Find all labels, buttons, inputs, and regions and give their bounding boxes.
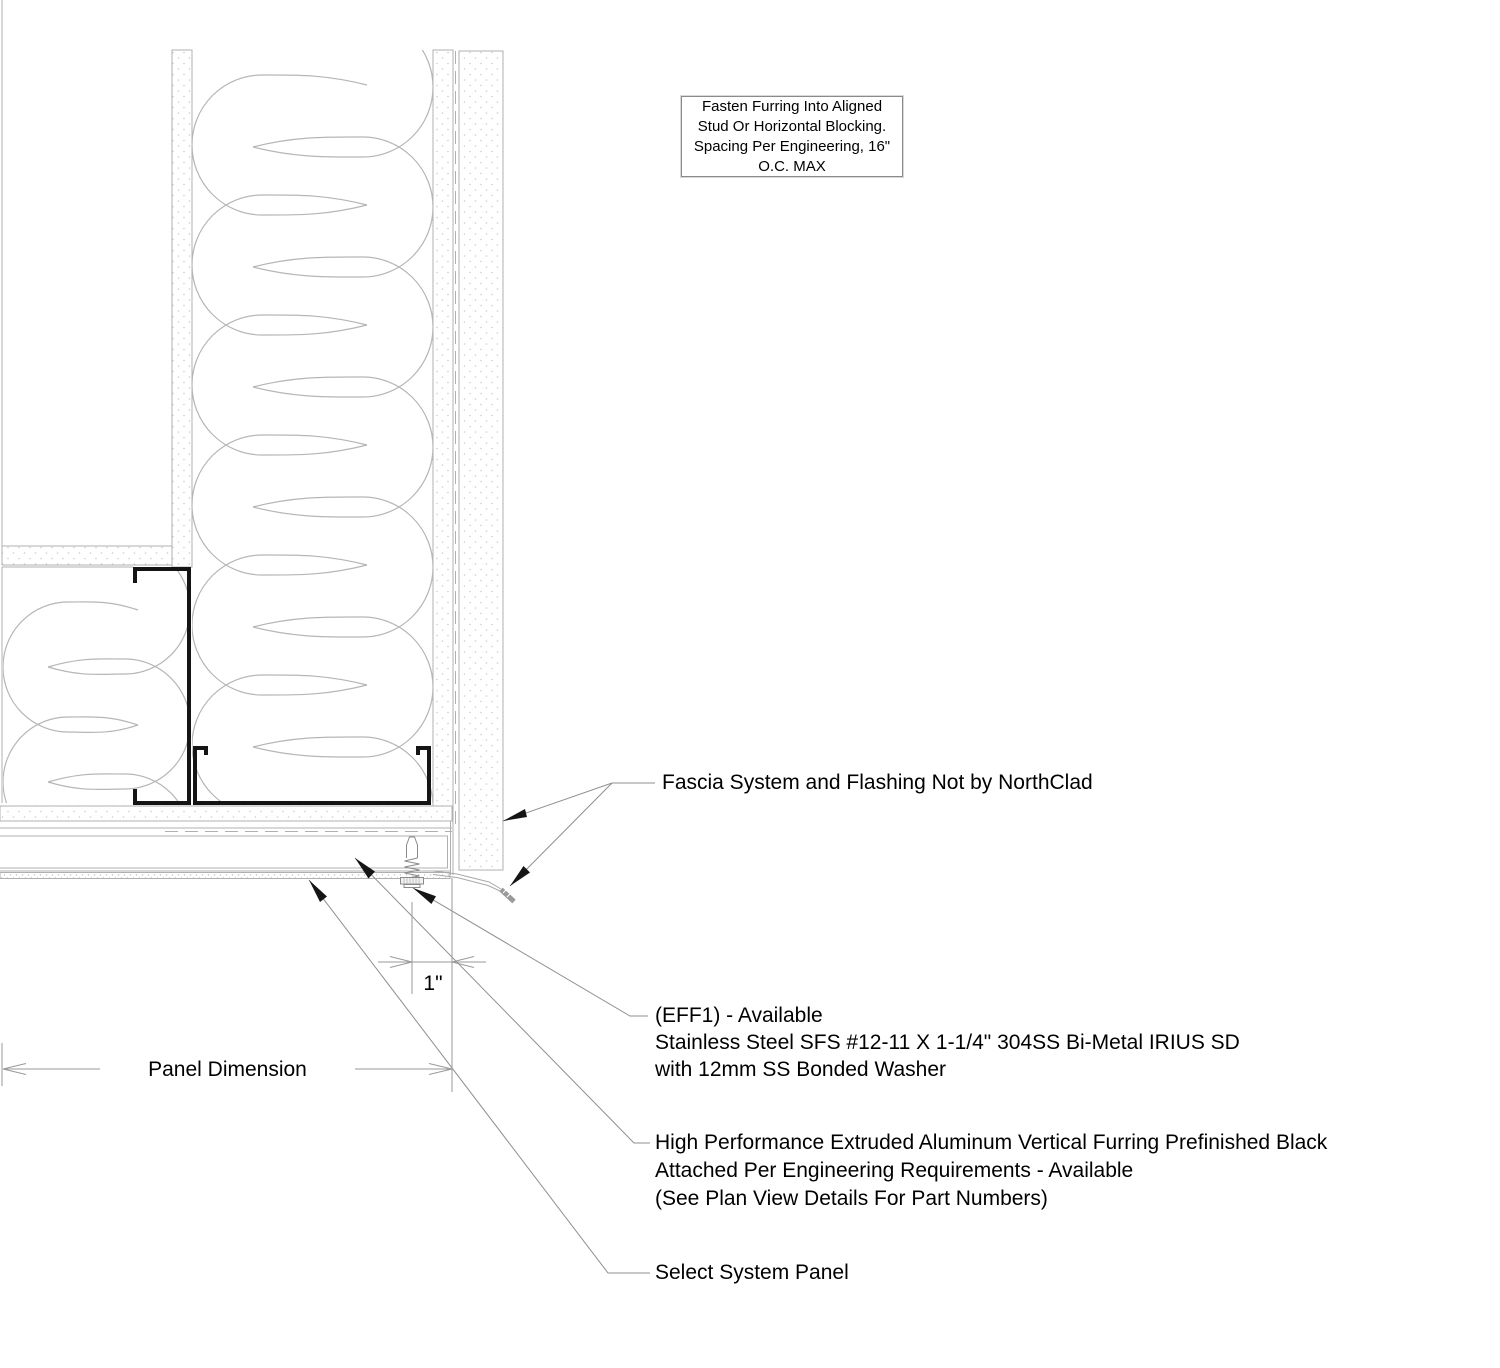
- screw-fastener: [401, 837, 424, 888]
- soffit-batt-insulation: [3, 544, 190, 905]
- note-line: Stud Or Horizontal Blocking.: [697, 117, 887, 135]
- callout-eff1-line: with 12mm SS Bonded Washer: [655, 1058, 947, 1081]
- arrow-fascia-board: [503, 809, 527, 821]
- panel-leader: [309, 880, 650, 1273]
- system-panel-band: [0, 873, 450, 879]
- flashing-end-dam: [501, 890, 514, 902]
- note-line: Spacing Per Engineering, 16": [693, 137, 891, 155]
- screw-washer-pad: [404, 885, 420, 888]
- interior-sheathing-strip: [172, 50, 192, 567]
- callout-furring-line: High Performance Extruded Aluminum Vertical Furring Prefinished Black: [655, 1131, 1328, 1154]
- callout-furring-line: Attached Per Engineering Requirements - Available: [655, 1159, 1134, 1182]
- callout-eff1-line: Stainless Steel SFS #12-11 X 1-1/4" 304SS Bi-Metal IRIUS SD: [655, 1031, 1240, 1054]
- wall-batt-insulation: [192, 17, 433, 877]
- callout-furring: [655, 1129, 1327, 1213]
- furring-leader: [355, 858, 650, 1143]
- arrow-panel: [309, 880, 327, 902]
- fastening-note-box: [681, 96, 903, 177]
- callout-eff1: [655, 1002, 1240, 1083]
- arrow-screw: [413, 888, 436, 904]
- callout-fascia: Fascia System and Flashing Not by NorthClad: [662, 771, 1093, 794]
- exterior-sheathing-strip: [433, 50, 453, 806]
- fascia-board: [459, 51, 503, 870]
- callout-eff1-line: (EFF1) - Available: [655, 1004, 823, 1027]
- note-line: O.C. MAX: [758, 157, 826, 175]
- callout-select-panel: Select System Panel: [655, 1261, 849, 1284]
- reveal-dimension-label: 1": [423, 972, 443, 995]
- soffit-sheathing-band: [2, 546, 172, 565]
- eff1-leader: [413, 888, 648, 1016]
- callout-furring-line: (See Plan View Details For Part Numbers): [655, 1187, 1048, 1210]
- steel-stud-channel: [135, 569, 189, 803]
- note-line: Fasten Furring Into Aligned: [701, 97, 883, 115]
- flashing-profile: [433, 871, 514, 902]
- screw-tip: [407, 837, 418, 845]
- horizontal-layers: [0, 806, 453, 879]
- panel-dimension-label: Panel Dimension: [100, 1058, 355, 1082]
- sheathing-band: [0, 806, 452, 821]
- framing: [135, 569, 429, 803]
